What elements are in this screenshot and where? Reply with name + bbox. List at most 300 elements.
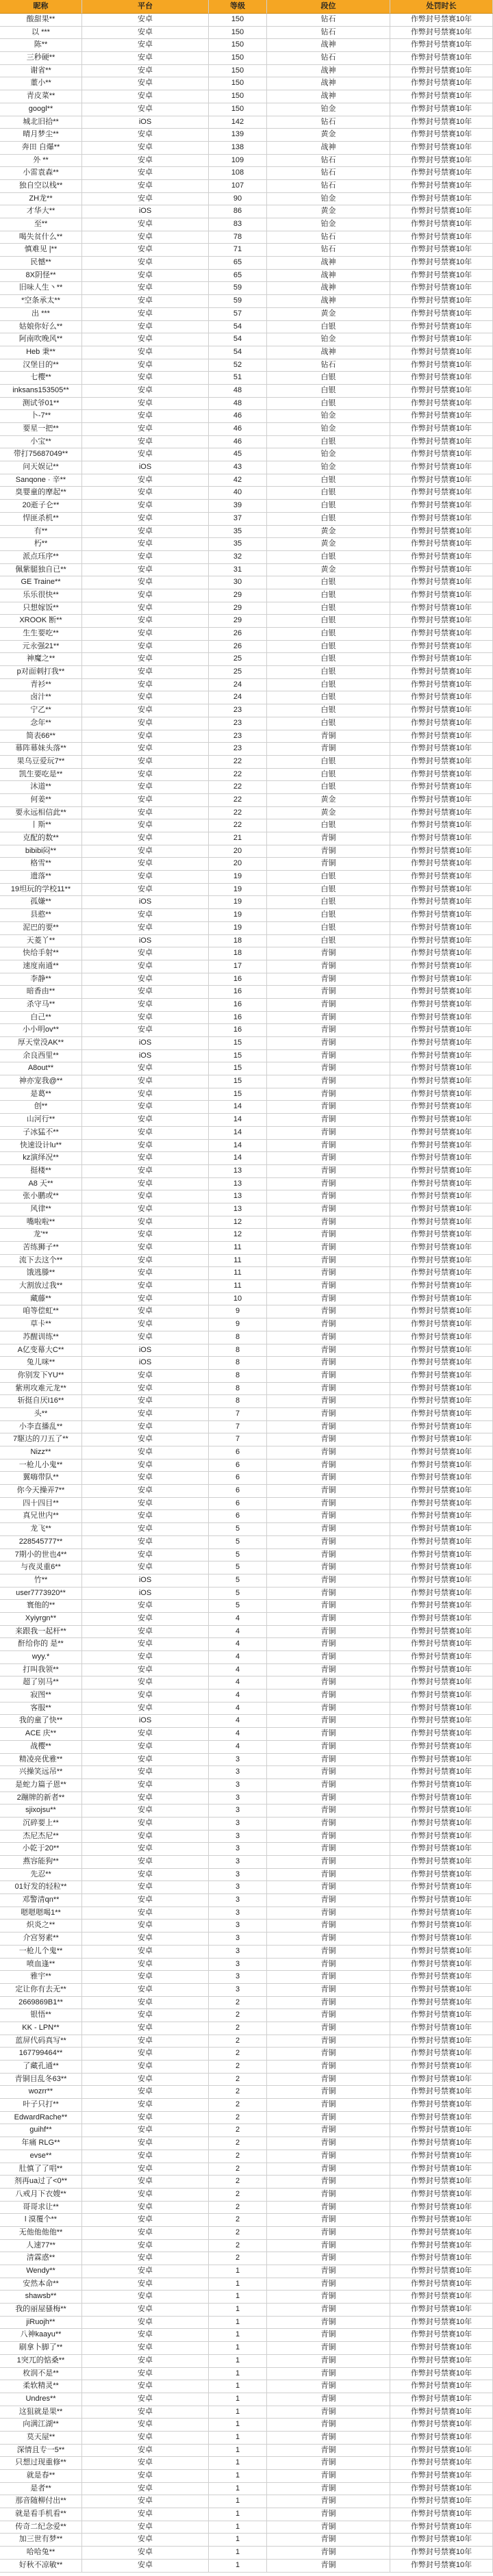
level-cell: 1 [209, 2368, 267, 2381]
nickname-cell: bibibi闷** [0, 845, 82, 858]
rank-cell: 青铜 [267, 2240, 390, 2253]
nickname-cell: 炽炎之** [0, 1920, 82, 1933]
platform-cell: 安卓 [82, 1971, 209, 1984]
rank-cell: 青铜 [267, 2470, 390, 2483]
rank-cell: 青铜 [267, 1229, 390, 1242]
table-row [0, 2406, 493, 2419]
rank-cell: 白银 [267, 398, 390, 411]
level-cell: 12 [209, 1229, 267, 1242]
table-row [0, 372, 493, 385]
table-row [0, 1024, 493, 1037]
nickname-cell: 银悟** [0, 2009, 82, 2022]
table-row [0, 1971, 493, 1984]
rank-cell: 青铜 [267, 1344, 390, 1357]
table-row [0, 2176, 493, 2189]
penalty-cell: 作弊封号禁赛10年 [390, 653, 493, 666]
platform-cell: 安卓 [82, 1062, 209, 1075]
platform-cell: 安卓 [82, 1523, 209, 1536]
nickname-cell: 你别发下YU** [0, 1370, 82, 1383]
table-row [0, 77, 493, 90]
penalty-cell: 作弊封号禁赛10年 [390, 333, 493, 346]
nickname-cell: 宁乙** [0, 704, 82, 717]
level-cell: 150 [209, 103, 267, 116]
rank-cell: 青铜 [267, 2202, 390, 2215]
rank-cell: 青铜 [267, 1703, 390, 1716]
rank-cell: 青铜 [267, 2355, 390, 2368]
rank-cell: 青铜 [267, 2189, 390, 2202]
platform-cell: 安卓 [82, 2470, 209, 2483]
table-row [0, 513, 493, 526]
penalty-cell: 作弊封号禁赛10年 [390, 1267, 493, 1280]
level-cell: 1 [209, 2445, 267, 2458]
penalty-cell: 作弊封号禁赛10年 [390, 743, 493, 756]
rank-cell: 青铜 [267, 1549, 390, 1562]
penalty-cell: 作弊封号禁赛10年 [390, 819, 493, 832]
platform-cell: 安卓 [82, 641, 209, 654]
table-row [0, 2419, 493, 2432]
level-cell: 2 [209, 2202, 267, 2215]
penalty-cell: 作弊封号禁赛10年 [390, 474, 493, 487]
table-row [0, 359, 493, 372]
rank-cell: 铂金 [267, 218, 390, 231]
table-row [0, 500, 493, 513]
nickname-cell: 丨斯** [0, 819, 82, 832]
level-cell: 14 [209, 1101, 267, 1114]
rank-cell: 青铜 [267, 1626, 390, 1639]
nickname-cell: 以 *** [0, 27, 82, 40]
table-row [0, 756, 493, 769]
table-row [0, 2495, 493, 2508]
penalty-cell: 作弊封号禁赛10年 [390, 155, 493, 168]
table-row [0, 410, 493, 423]
level-cell: 20 [209, 858, 267, 871]
nickname-cell: 竹** [0, 1574, 82, 1587]
penalty-cell: 作弊封号禁赛10年 [390, 2227, 493, 2240]
level-cell: 54 [209, 321, 267, 334]
level-cell: 51 [209, 372, 267, 385]
rank-cell: 黄金 [267, 807, 390, 820]
rank-cell: 青铜 [267, 2380, 390, 2393]
penalty-cell: 作弊封号禁赛10年 [390, 1408, 493, 1421]
level-cell: 25 [209, 653, 267, 666]
platform-cell: 安卓 [82, 2483, 209, 2496]
level-cell: 18 [209, 935, 267, 948]
level-cell: 22 [209, 781, 267, 794]
level-cell: 35 [209, 526, 267, 539]
level-cell: 17 [209, 960, 267, 973]
column-header-penalty: 处罚时长 [390, 0, 493, 14]
penalty-cell: 作弊封号禁赛10年 [390, 1101, 493, 1114]
nickname-cell: 8X阴怪** [0, 270, 82, 283]
rank-cell: 青铜 [267, 1638, 390, 1651]
rank-cell: 青铜 [267, 1114, 390, 1127]
table-row [0, 2393, 493, 2406]
rank-cell: 青铜 [267, 743, 390, 756]
level-cell: 19 [209, 909, 267, 922]
table-row [0, 1651, 493, 1664]
level-cell: 15 [209, 1062, 267, 1075]
penalty-cell: 作弊封号禁赛10年 [390, 691, 493, 704]
level-cell: 1 [209, 2291, 267, 2304]
table-row [0, 653, 493, 666]
platform-cell: 安卓 [82, 1920, 209, 1933]
rank-cell: 青铜 [267, 858, 390, 871]
nickname-cell: 咱等偿虹** [0, 1305, 82, 1318]
column-header-platform: 平台 [82, 0, 209, 14]
level-cell: 9 [209, 1318, 267, 1331]
rank-cell: 青铜 [267, 1741, 390, 1754]
platform-cell: 安卓 [82, 1869, 209, 1882]
table-row [0, 436, 493, 449]
platform-cell: 安卓 [82, 2432, 209, 2445]
platform-cell: 安卓 [82, 2317, 209, 2330]
penalty-cell: 作弊封号禁赛10年 [390, 781, 493, 794]
rank-cell: 黄金 [267, 129, 390, 142]
penalty-cell: 作弊封号禁赛10年 [390, 257, 493, 270]
penalty-cell: 作弊封号禁赛10年 [390, 2124, 493, 2137]
rank-cell: 战神 [267, 346, 390, 359]
table-row [0, 2086, 493, 2099]
penalty-cell: 作弊封号禁赛10年 [390, 1280, 493, 1293]
table-row [0, 2202, 493, 2215]
platform-cell: 安卓 [82, 551, 209, 564]
rank-cell: 青铜 [267, 1370, 390, 1383]
platform-cell: 安卓 [82, 756, 209, 769]
rank-cell: 钻石 [267, 52, 390, 65]
level-cell: 150 [209, 39, 267, 52]
level-cell: 1 [209, 2560, 267, 2573]
penalty-cell: 作弊封号禁赛10年 [390, 1664, 493, 1677]
penalty-cell: 作弊封号禁赛10年 [390, 858, 493, 871]
level-cell: 16 [209, 973, 267, 986]
table-row [0, 1421, 493, 1434]
platform-cell: 安卓 [82, 973, 209, 986]
table-row [0, 769, 493, 782]
platform-cell: 安卓 [82, 717, 209, 730]
table-row [0, 1062, 493, 1075]
penalty-cell: 作弊封号禁赛10年 [390, 14, 493, 27]
rank-cell: 青铜 [267, 1818, 390, 1831]
table-row [0, 935, 493, 948]
nickname-cell: 喝失贫什么** [0, 231, 82, 244]
nickname-cell: 快给手射** [0, 947, 82, 960]
level-cell: 1 [209, 2432, 267, 2445]
nickname-cell: 卜-7** [0, 410, 82, 423]
penalty-cell: 作弊封号禁赛10年 [390, 2291, 493, 2304]
nickname-cell: 剂再ua过了<0** [0, 2176, 82, 2189]
platform-cell: 安卓 [82, 359, 209, 372]
nickname-cell: 寰他的** [0, 1600, 82, 1613]
rank-cell: 白银 [267, 679, 390, 692]
level-cell: 2 [209, 2086, 267, 2099]
level-cell: 8 [209, 1357, 267, 1370]
nickname-cell: 人速77** [0, 2240, 82, 2253]
nickname-cell: l 漠覆个** [0, 2214, 82, 2227]
platform-cell: 安卓 [82, 180, 209, 193]
level-cell: 8 [209, 1331, 267, 1344]
platform-cell: 安卓 [82, 321, 209, 334]
platform-cell: 安卓 [82, 1856, 209, 1869]
rank-cell: 铂金 [267, 448, 390, 461]
rank-cell: 战神 [267, 295, 390, 308]
nickname-cell: 精凌亮优雅** [0, 1754, 82, 1767]
penalty-cell: 作弊封号禁赛10年 [390, 1344, 493, 1357]
level-cell: 42 [209, 474, 267, 487]
rank-cell: 青铜 [267, 1997, 390, 2010]
level-cell: 1 [209, 2483, 267, 2496]
table-row [0, 2534, 493, 2547]
table-row [0, 308, 493, 321]
table-row [0, 1869, 493, 1882]
table-row [0, 1433, 493, 1446]
platform-cell: 安卓 [82, 743, 209, 756]
platform-cell: 安卓 [82, 1370, 209, 1383]
nickname-cell: 旧味人生丶** [0, 282, 82, 295]
nickname-cell: 青铜目乱冬63** [0, 2074, 82, 2087]
table-row [0, 39, 493, 52]
rank-cell: 青铜 [267, 1062, 390, 1075]
table-row [0, 1818, 493, 1831]
penalty-cell: 作弊封号禁赛10年 [390, 947, 493, 960]
nickname-cell: 小李直播乱** [0, 1421, 82, 1434]
platform-cell: 安卓 [82, 2214, 209, 2227]
rank-cell: 钻石 [267, 180, 390, 193]
platform-cell: 安卓 [82, 2329, 209, 2342]
platform-cell: 安卓 [82, 1831, 209, 1844]
platform-cell: 安卓 [82, 1843, 209, 1856]
penalty-cell: 作弊封号禁赛10年 [390, 1997, 493, 2010]
level-cell: 2 [209, 2061, 267, 2074]
rank-cell: 青铜 [267, 1613, 390, 1626]
nickname-cell: 安然本命** [0, 2278, 82, 2291]
rank-cell: 青铜 [267, 2521, 390, 2534]
level-cell: 5 [209, 1523, 267, 1536]
platform-cell: 安卓 [82, 960, 209, 973]
rank-cell: 青铜 [267, 2368, 390, 2381]
nickname-cell: 果乌豆爱玩7** [0, 756, 82, 769]
table-row [0, 2470, 493, 2483]
platform-cell: 安卓 [82, 1293, 209, 1306]
rank-cell: 青铜 [267, 1178, 390, 1191]
table-row [0, 2035, 493, 2048]
platform-cell: 安卓 [82, 909, 209, 922]
nickname-cell: 7駆达的刀五了** [0, 1433, 82, 1446]
platform-cell: 安卓 [82, 576, 209, 589]
penalty-cell: 作弊封号禁赛10年 [390, 513, 493, 526]
table-row [0, 1140, 493, 1153]
rank-cell: 青铜 [267, 1088, 390, 1101]
penalty-cell: 作弊封号禁赛10年 [390, 423, 493, 436]
table-row [0, 2342, 493, 2355]
rank-cell: 青铜 [267, 1293, 390, 1306]
platform-cell: 安卓 [82, 2457, 209, 2470]
level-cell: 10 [209, 1293, 267, 1306]
level-cell: 30 [209, 576, 267, 589]
platform-cell: 安卓 [82, 1024, 209, 1037]
level-cell: 6 [209, 1510, 267, 1523]
nickname-cell: 大割放过我** [0, 1280, 82, 1293]
penalty-cell: 作弊封号禁赛10年 [390, 2521, 493, 2534]
level-cell: 5 [209, 1549, 267, 1562]
rank-cell: 白银 [267, 704, 390, 717]
platform-cell: 安卓 [82, 2240, 209, 2253]
table-row [0, 858, 493, 871]
rank-cell: 白银 [267, 551, 390, 564]
penalty-cell: 作弊封号禁赛10年 [390, 1676, 493, 1689]
nickname-cell: shawsb** [0, 2291, 82, 2304]
level-cell: 6 [209, 1498, 267, 1511]
table-row [0, 819, 493, 832]
rank-cell: 白银 [267, 653, 390, 666]
penalty-cell: 作弊封号禁赛10年 [390, 231, 493, 244]
platform-cell: 安卓 [82, 2176, 209, 2189]
nickname-cell: 一枪儿个鬼** [0, 1946, 82, 1959]
nickname-cell: 佩紫腿独自已** [0, 564, 82, 577]
level-cell: 4 [209, 1638, 267, 1651]
rank-cell: 青铜 [267, 845, 390, 858]
platform-cell: 安卓 [82, 2419, 209, 2432]
column-header-rank: 段位 [267, 0, 390, 14]
level-cell: 14 [209, 1152, 267, 1165]
nickname-cell: 雅宇** [0, 1971, 82, 1984]
table-row [0, 1638, 493, 1651]
penalty-cell: 作弊封号禁赛10年 [390, 2368, 493, 2381]
table-row [0, 385, 493, 398]
nickname-cell: 山河行** [0, 1114, 82, 1127]
table-row [0, 538, 493, 551]
platform-cell: iOS [82, 461, 209, 474]
rank-cell: 青铜 [267, 1664, 390, 1677]
rank-cell: 青铜 [267, 1574, 390, 1587]
rank-cell: 白银 [267, 922, 390, 935]
nickname-cell: 只想过现重修** [0, 2457, 82, 2470]
platform-cell: 安卓 [82, 2521, 209, 2534]
penalty-cell: 作弊封号禁赛10年 [390, 2086, 493, 2099]
platform-cell: 安卓 [82, 832, 209, 845]
table-row [0, 1088, 493, 1101]
rank-cell: 青铜 [267, 1152, 390, 1165]
level-cell: 15 [209, 1088, 267, 1101]
platform-cell: 安卓 [82, 794, 209, 807]
level-cell: 150 [209, 77, 267, 90]
nickname-cell: 龙飞** [0, 1523, 82, 1536]
nickname-cell: 卤汁** [0, 691, 82, 704]
penalty-cell: 作弊封号禁赛10年 [390, 295, 493, 308]
table-row [0, 717, 493, 730]
rank-cell: 青铜 [267, 2150, 390, 2163]
nickname-cell: 至** [0, 218, 82, 231]
nickname-cell: ZH龙** [0, 193, 82, 206]
level-cell: 107 [209, 180, 267, 193]
penalty-cell: 作弊封号禁赛10年 [390, 1114, 493, 1127]
level-cell: 2 [209, 2227, 267, 2240]
table-row [0, 257, 493, 270]
table-header-row [0, 0, 493, 14]
platform-cell: 安卓 [82, 922, 209, 935]
penalty-cell: 作弊封号禁赛10年 [390, 1229, 493, 1242]
platform-cell: 安卓 [82, 1012, 209, 1025]
level-cell: 6 [209, 1446, 267, 1459]
rank-cell: 战神 [267, 270, 390, 283]
penalty-cell: 作弊封号禁赛10年 [390, 1587, 493, 1601]
nickname-cell: 泥巴的要** [0, 922, 82, 935]
level-cell: 86 [209, 205, 267, 218]
penalty-cell: 作弊封号禁赛10年 [390, 1395, 493, 1408]
penalty-cell: 作弊封号禁赛10年 [390, 1523, 493, 1536]
penalty-cell: 作弊封号禁赛10年 [390, 2483, 493, 2496]
table-row [0, 551, 493, 564]
rank-cell: 青铜 [267, 1510, 390, 1523]
level-cell: 65 [209, 270, 267, 283]
level-cell: 5 [209, 1587, 267, 1601]
level-cell: 11 [209, 1255, 267, 1268]
penalty-cell: 作弊封号禁赛10年 [390, 1024, 493, 1037]
table-row [0, 1165, 493, 1178]
platform-cell: 安卓 [82, 1433, 209, 1446]
table-row [0, 461, 493, 474]
rank-cell: 白银 [267, 500, 390, 513]
level-cell: 4 [209, 1651, 267, 1664]
level-cell: 22 [209, 769, 267, 782]
penalty-cell: 作弊封号禁赛10年 [390, 730, 493, 743]
table-row [0, 1485, 493, 1498]
level-cell: 138 [209, 142, 267, 155]
nickname-cell: 快速设计lu** [0, 1140, 82, 1153]
table-row [0, 231, 493, 244]
table-row [0, 1894, 493, 1907]
nickname-cell: 白己** [0, 1012, 82, 1025]
penalty-cell: 作弊封号禁赛10年 [390, 1946, 493, 1959]
platform-cell: 安卓 [82, 1792, 209, 1805]
platform-cell: 安卓 [82, 845, 209, 858]
rank-cell: 钻石 [267, 231, 390, 244]
nickname-cell: 暗香由** [0, 986, 82, 999]
rank-cell: 青铜 [267, 2560, 390, 2573]
platform-cell: 安卓 [82, 1613, 209, 1626]
platform-cell: 安卓 [82, 1651, 209, 1664]
table-row [0, 1152, 493, 1165]
penalty-cell: 作弊封号禁赛10年 [390, 218, 493, 231]
penalty-cell: 作弊封号禁赛10年 [390, 1600, 493, 1613]
nickname-cell: 余良西里** [0, 1050, 82, 1063]
rank-cell: 白银 [267, 666, 390, 679]
table-row [0, 103, 493, 116]
level-cell: 4 [209, 1728, 267, 1741]
rank-cell: 青铜 [267, 1766, 390, 1779]
table-row [0, 781, 493, 794]
level-cell: 15 [209, 1037, 267, 1050]
table-row [0, 1255, 493, 1268]
nickname-cell: Undres** [0, 2393, 82, 2406]
rank-cell: 青铜 [267, 2112, 390, 2125]
platform-cell: 安卓 [82, 448, 209, 461]
nickname-cell: 有** [0, 526, 82, 539]
rank-cell: 战神 [267, 257, 390, 270]
table-row [0, 2368, 493, 2381]
nickname-cell: Sanqone · 辛** [0, 474, 82, 487]
level-cell: 16 [209, 1012, 267, 1025]
penalty-cell: 作弊封号禁赛10年 [390, 1255, 493, 1268]
rank-cell: 青铜 [267, 2342, 390, 2355]
penalty-cell: 作弊封号禁赛10年 [390, 2406, 493, 2419]
platform-cell: 安卓 [82, 155, 209, 168]
nickname-cell: wyy.* [0, 1651, 82, 1664]
nickname-cell: 格雪** [0, 858, 82, 871]
penalty-cell: 作弊封号禁赛10年 [390, 1779, 493, 1792]
platform-cell: 安卓 [82, 231, 209, 244]
table-row [0, 704, 493, 717]
level-cell: 1 [209, 2380, 267, 2393]
